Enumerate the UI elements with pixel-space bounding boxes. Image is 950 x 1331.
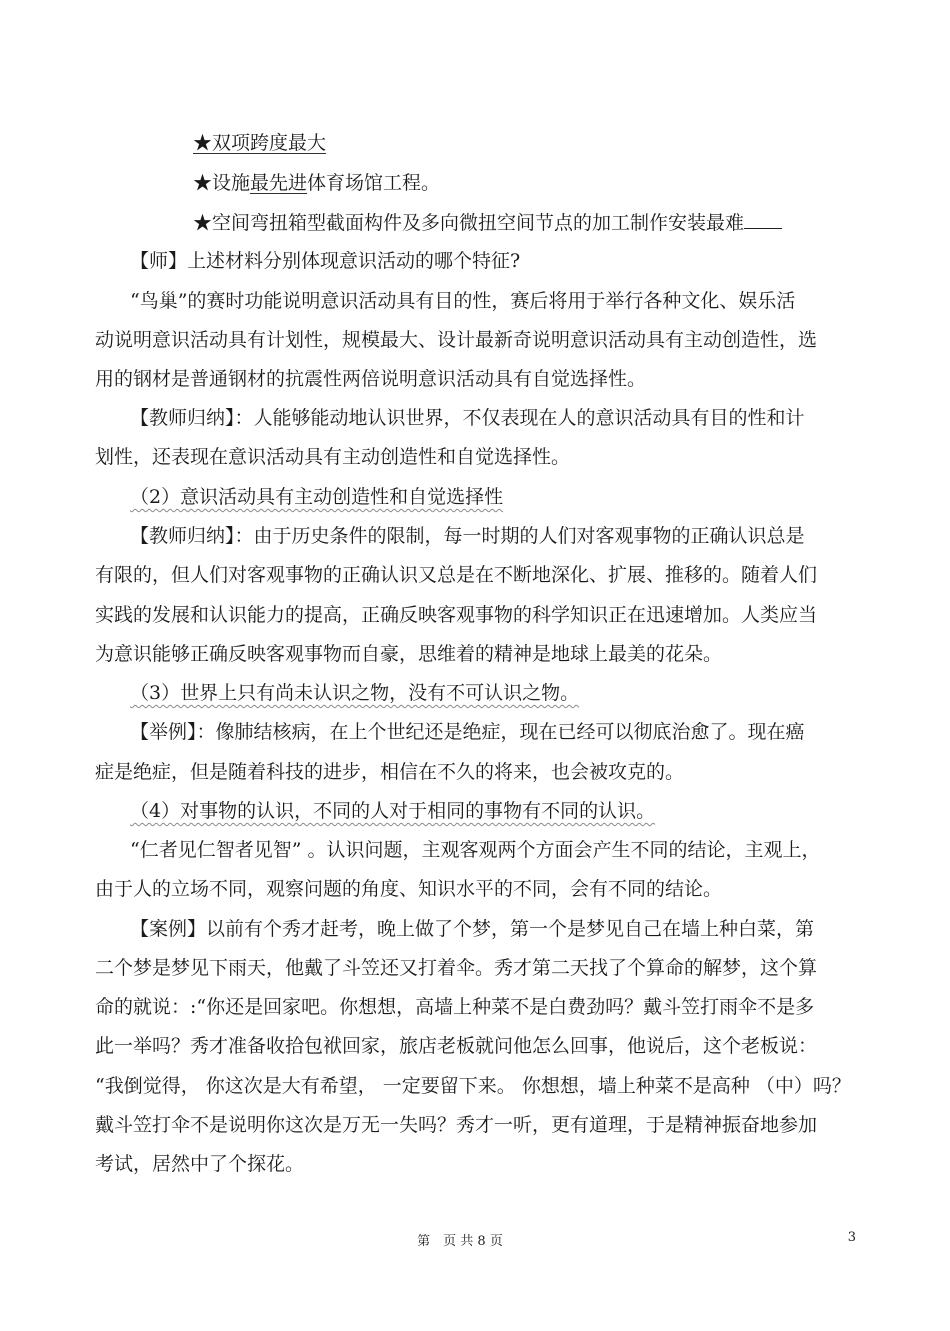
case-line: “我倒觉得， 你这次是大有希望， 一定要留下来。 你想想，墙上种菜不是高种 （中）吗？	[95, 1075, 851, 1097]
paragraph-line: “鸟巢”的赛时功能说明意识活动具有目的性，赛后将用于举行各种文化、娱乐活	[130, 290, 796, 312]
section-heading-3-text: （3）世界上只有尚未认识之物，没有不可认识之物。	[130, 682, 580, 704]
paragraph-line: 实践的发展和认识能力的提高，正确反映客观事物的科学知识正在迅速增加。人类应当	[95, 604, 818, 626]
case-line: 此一举吗？秀才准备收拾包袱回家，旅店老板就问他怎么回事，他说后，这个老板说：	[95, 1035, 818, 1057]
example-line: 症是绝症，但是随着科技的进步，相信在不久的将来，也会被攻克的。	[95, 761, 685, 783]
bullet-span	[193, 131, 950, 155]
paragraph-line: “仁者见仁智者见智” 。认识问题，主观客观两个方面会产生不同的结论，主观上，	[130, 839, 821, 861]
case-line: 戴斗笠打伞不是说明你这次是万无一失吗？秀才一听，更有道理，于是精神振奋地参加	[95, 1114, 818, 1136]
teacher-question: 【师】上述材料分别体现意识活动的哪个特征?	[130, 250, 521, 272]
teacher-summary-line: 【教师归纳】：人能够能动地认识世界，不仅表现在人的意识活动具有目的性和计	[130, 407, 805, 429]
case-line: 二个梦是梦见下雨天，他戴了斗笠还又打着伞。秀才第二天找了个算命的解梦，这个算	[95, 957, 818, 979]
paragraph-line: 有限的，但人们对客观事物的正确认识又总是在不断地深化、扩展、推移的。随着人们	[95, 564, 818, 586]
bullet-facilities	[193, 171, 950, 195]
case-line: 【案例】以前有个秀才赶考，晚上做了个梦，第一个是梦见自己在墙上种白菜，第	[130, 918, 815, 940]
section-heading-3	[130, 681, 890, 705]
case-line: 命的就说：:“你还是回家吧。你想想，高墙上种菜不是白费劲吗？戴斗笠打雨伞不是多	[95, 996, 815, 1018]
bullet-span-text: ★双项跨度最大	[193, 132, 327, 154]
paragraph-line: 动说明意识活动具有计划性，规模最大、设计最新奇说明意识活动具有主动创造性，选	[95, 329, 818, 351]
section-heading-4	[130, 799, 890, 823]
page-footer: 第 页 共 8 页	[417, 1234, 503, 1249]
section-heading-2	[130, 485, 890, 509]
page-number: 3	[847, 1230, 856, 1245]
example-line: 【举例】：像肺结核病，在上个世纪还是绝症，现在已经可以彻底治愈了。现在癌	[130, 721, 805, 743]
bullet-facilities-suffix: 体育场馆工程。	[307, 172, 441, 194]
fill-blank	[744, 210, 782, 229]
case-line: 考试，居然中了个探花。	[95, 1153, 305, 1175]
teacher-summary-line: 划性，还表现在意识活动具有主动创造性和自觉选择性。	[95, 446, 571, 468]
section-heading-2-text: （2）意识活动具有主动创造性和自觉选择性	[130, 486, 504, 508]
bullet-construction	[193, 210, 950, 235]
section-heading-4-text: （4）对事物的认识，不同的人对于相同的事物有不同的认识。	[130, 800, 656, 822]
paragraph-line: 由于人的立场不同，观察问题的角度、知识水平的不同，会有不同的结论。	[95, 878, 723, 900]
teacher-summary-2-line: 【教师归纳】：由于历史条件的限制，每一时期的人们对客观事物的正确认识总是	[130, 525, 805, 547]
paragraph-line: 用的钢材是普通钢材的抗震性两倍说明意识活动具有自觉选择性。	[95, 368, 647, 390]
bullet-facilities-emph: 最先进	[250, 172, 308, 194]
paragraph-line: 为意识能够正确反映客观事物而自豪，思维着的精神是地球上最美的花朵。	[95, 643, 723, 665]
bullet-facilities-prefix: ★设施	[193, 172, 251, 194]
bullet-construction-text: ★空间弯扭箱型截面构件及多向微扭空间节点的加工制作安装最难	[193, 212, 745, 234]
